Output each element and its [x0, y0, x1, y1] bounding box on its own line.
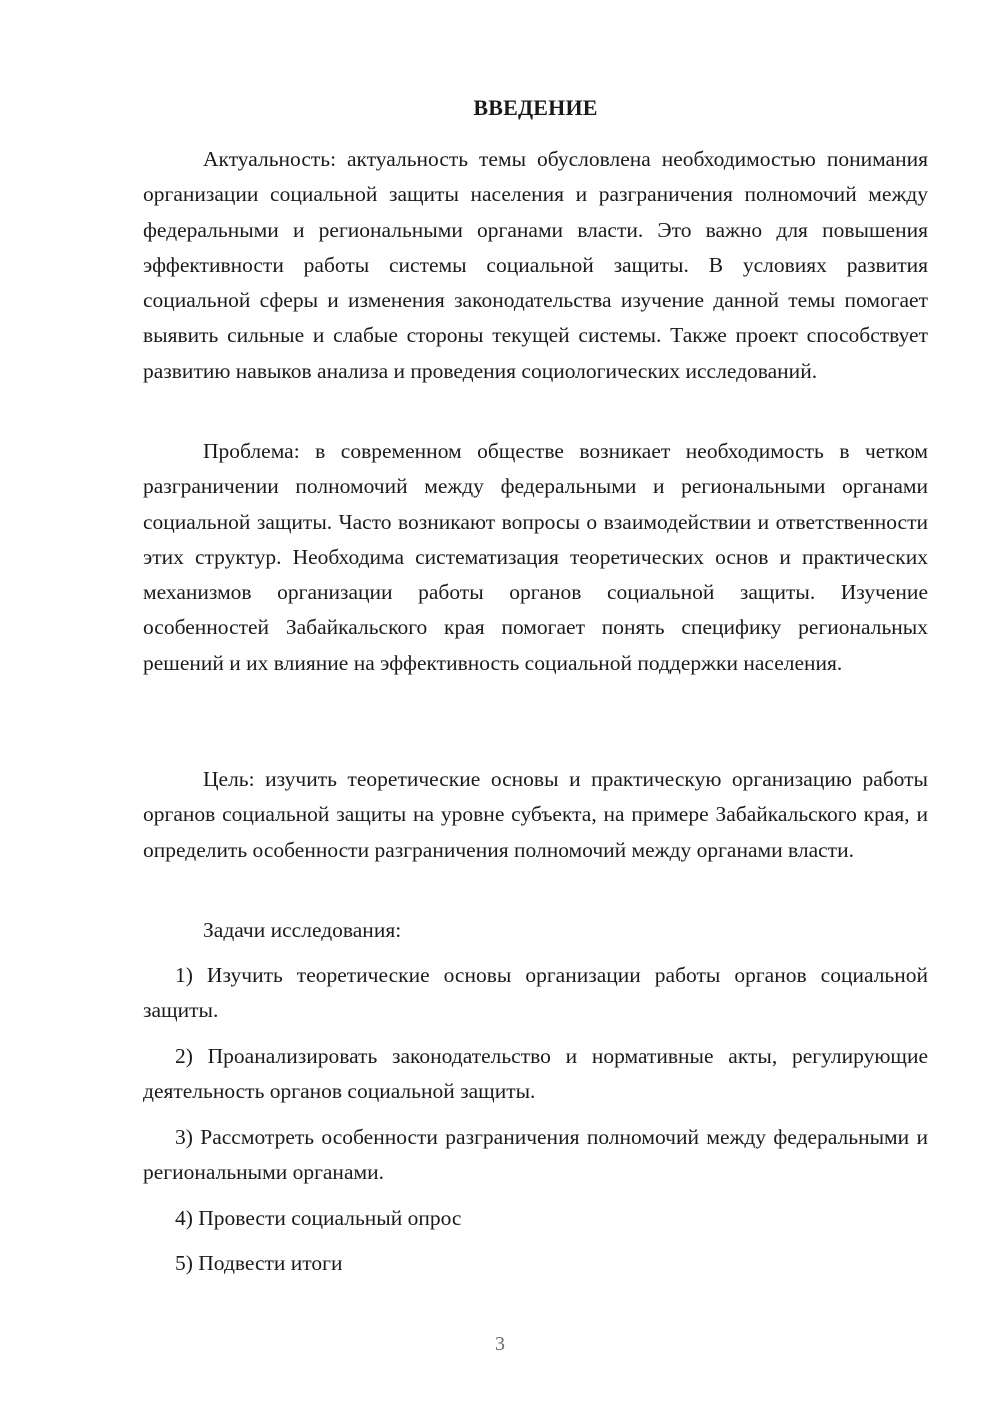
task-item-4: 4) Провести социальный опрос	[175, 1206, 462, 1230]
task-item-5: 5) Подвести итоги	[175, 1251, 343, 1275]
page-number: 3	[495, 1333, 505, 1355]
section-title: ВВЕДЕНИЕ	[473, 95, 598, 120]
task-item-1: 1) Изучить теоретические основы организации работы органов социальной защиты.	[143, 963, 928, 1023]
task-item-3: 3) Рассмотреть особенности разграничения полномочий между федеральными и региональными органами.	[143, 1125, 928, 1185]
task-item-2: 2) Проанализировать законодательство и нормативные акты, регулирующие деятельность органов социальной защиты.	[143, 1044, 928, 1104]
paragraph-problem: Проблема: в современном обществе возникает необходимость в четком разграничении полномочий между федеральными и региональными органами социальной защиты. Часто возникают вопросы о взаимодействии и ответственности этих структур. Необходима систематизация теоретических основ и практических механизмов организации работы органов социальной защиты. Изучение особенностей Забайкальского края помогает понять специфику региональных решений и их влияние на эффективность социальной поддержки населения.	[143, 439, 928, 675]
tasks-heading: Задачи исследования:	[203, 918, 402, 942]
paragraph-goal: Цель: изучить теоретические основы и практическую организацию работы органов социальной защиты на уровне субъекта, на примере Забайкальского края, и определить особенности разграничения полномочий между органами власти.	[143, 767, 928, 862]
paragraph-relevance: Актуальность: актуальность темы обусловлена необходимостью понимания организации социальной защиты населения и разграничения полномочий между федеральными и региональными органами власти. Это важно для повышения эффективности работы системы социальной защиты. В условиях развития социальной сферы и изменения законодательства изучение данной темы помогает выявить сильные и слабые стороны текущей системы. Также проект способствует развитию навыков анализа и проведения социологических исследований.	[143, 147, 928, 383]
